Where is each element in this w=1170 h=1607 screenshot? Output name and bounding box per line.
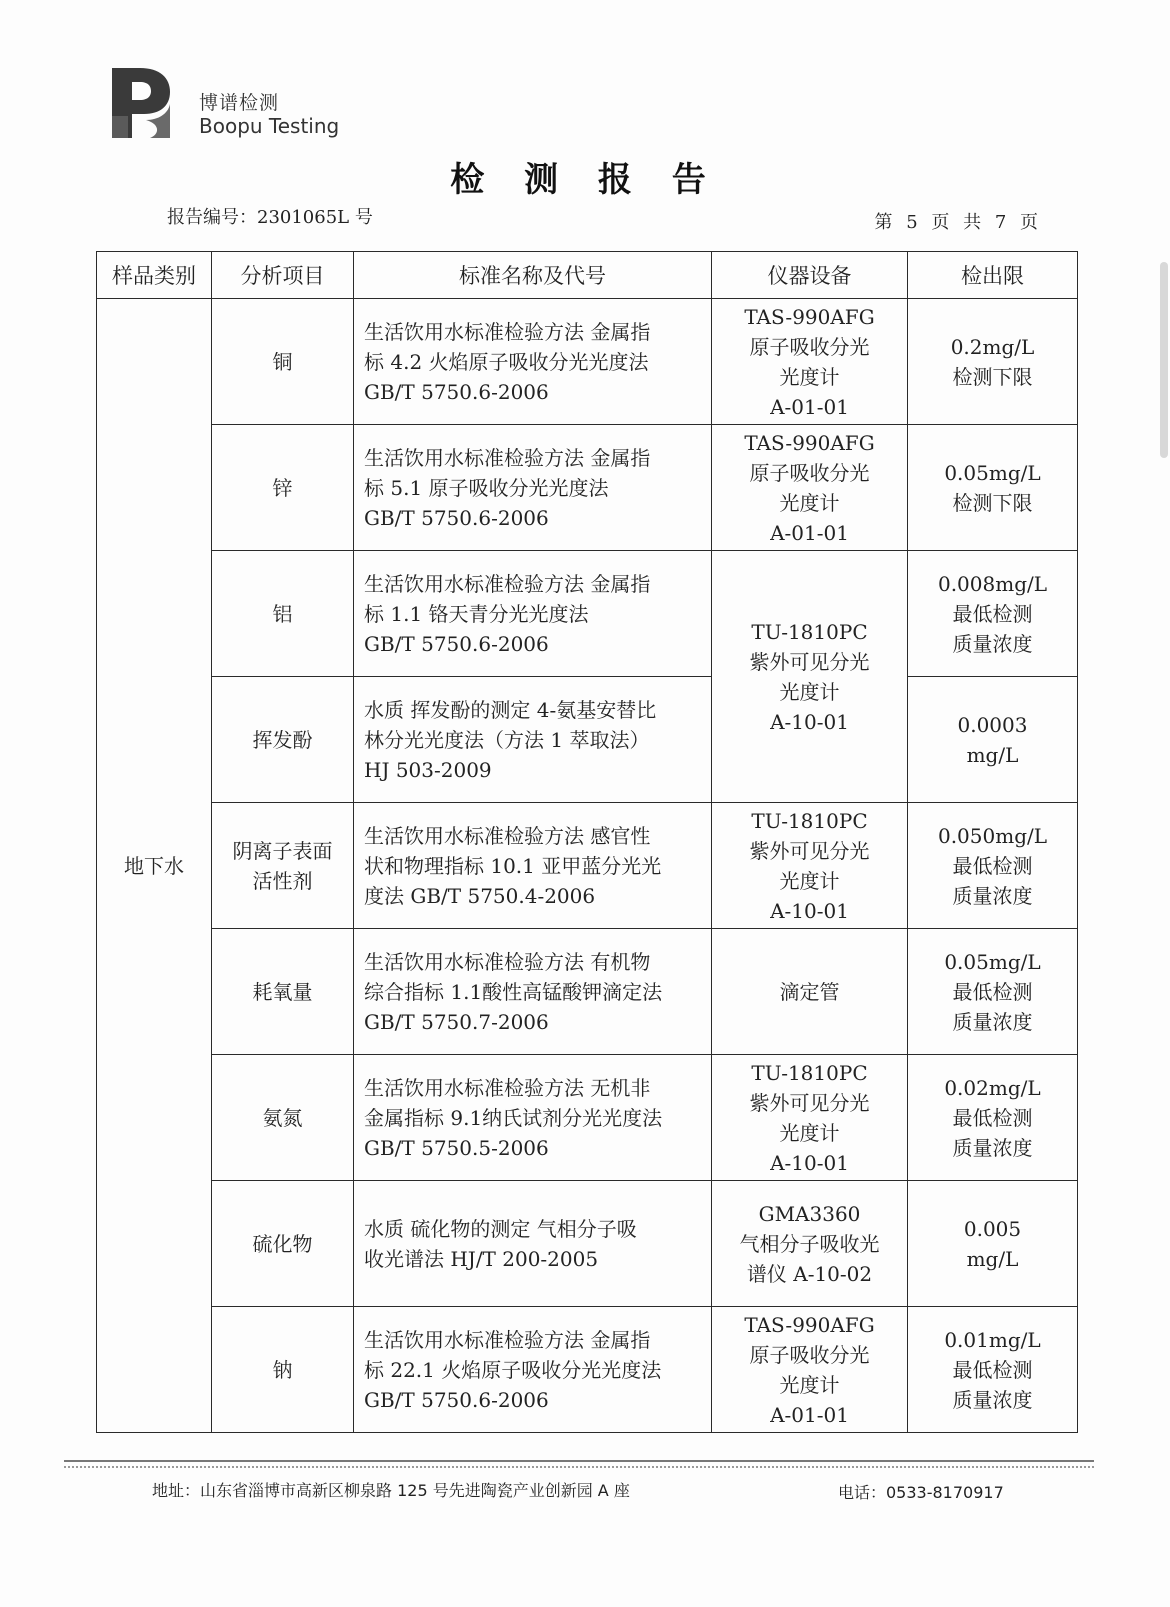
instrument-cell-line: A-01-01 [770, 1402, 849, 1427]
standard-cell-line: 标 5.1 原子吸收分光光度法 [364, 475, 609, 500]
limit-cell-line: 0.2mg/L [950, 334, 1035, 359]
instrument-cell-line: 光度计 [779, 490, 840, 515]
limit-cell-line: 质量浓度 [952, 1009, 1033, 1034]
instrument-cell-line: 光度计 [779, 1372, 840, 1397]
limit-cell-line: 0.02mg/L [944, 1075, 1041, 1100]
limit-cell [908, 299, 1078, 425]
standard-cell [354, 929, 712, 1055]
item-cell [212, 1307, 354, 1433]
boopu-logo-icon [110, 66, 172, 140]
standard-cell-line: 生活饮用水标准检验方法 金属指 [364, 319, 651, 344]
item-cell [212, 299, 354, 425]
instrument-cell-line: 谱仪 A-10-02 [746, 1261, 873, 1286]
instrument-cell-line: TAS-990AFG [744, 304, 875, 329]
limit-cell-line: 0.05mg/L [944, 949, 1041, 974]
standard-cell-line: 水质 硫化物的测定 气相分子吸 [364, 1216, 637, 1241]
instrument-cell-line: TU-1810PC [751, 808, 868, 833]
instrument-cell-line: A-10-01 [770, 1150, 849, 1175]
instrument-cell-line: TU-1810PC [751, 1060, 868, 1085]
instrument-cell-line: A-01-01 [770, 520, 849, 545]
standard-cell-line: GB/T 5750.6-2006 [364, 505, 549, 530]
report-number: 报告编号：2301065L 号 [167, 207, 373, 228]
item-cell-line: 钠 [272, 1357, 293, 1382]
sample-type-cell: 地下水 [97, 299, 212, 1433]
instrument-cell-line: 原子吸收分光 [749, 334, 870, 359]
instrument-cell-line: 光度计 [779, 1120, 840, 1145]
standard-cell-line: 生活饮用水标准检验方法 无机非 [364, 1075, 651, 1100]
standard-cell [354, 1055, 712, 1181]
standard-cell [354, 803, 712, 929]
limit-cell-line: 0.050mg/L [937, 823, 1048, 848]
limit-cell-line: 最低检测 [952, 979, 1033, 1004]
instrument-cell-line: 原子吸收分光 [749, 460, 870, 485]
table-row [97, 1307, 1078, 1433]
instrument-cell-line: 紫外可见分光 [749, 649, 870, 674]
limit-cell-line: 最低检测 [952, 853, 1033, 878]
table-header-row [97, 252, 1078, 299]
table-row [97, 929, 1078, 1055]
standard-cell-line: 生活饮用水标准检验方法 金属指 [364, 1327, 651, 1352]
instrument-cell-line: A-10-01 [770, 709, 849, 734]
standard-cell-line: GB/T 5750.6-2006 [364, 1387, 549, 1412]
item-cell [212, 425, 354, 551]
table-row [97, 1055, 1078, 1181]
limit-cell [908, 803, 1078, 929]
limit-cell [908, 1307, 1078, 1433]
limit-cell-line: 质量浓度 [952, 883, 1033, 908]
limit-cell-line: mg/L [966, 1246, 1019, 1271]
instrument-cell-line: A-01-01 [770, 394, 849, 419]
standard-cell-line: 生活饮用水标准检验方法 感官性 [364, 823, 651, 848]
standard-cell-line: GB/T 5750.6-2006 [364, 379, 549, 404]
standard-cell-line: 林分光光度法（方法 1 萃取法） [364, 727, 650, 752]
limit-cell [908, 1181, 1078, 1307]
instrument-cell-line: 气相分子吸收光 [739, 1231, 880, 1256]
instrument-cell [712, 299, 908, 425]
limit-cell [908, 1055, 1078, 1181]
standard-cell-line: 生活饮用水标准检验方法 金属指 [364, 445, 651, 470]
standard-cell-line: HJ 503-2009 [364, 757, 492, 782]
standard-cell [354, 1307, 712, 1433]
item-cell [212, 551, 354, 677]
table-row [97, 551, 1078, 677]
item-cell-line: 挥发酚 [252, 727, 313, 752]
page-indicator: 第 5 页 共 7 页 [874, 212, 1042, 233]
item-cell-line: 锌 [272, 475, 293, 500]
column-header-limit: 检出限 [908, 252, 1078, 299]
table-row [97, 425, 1078, 551]
instrument-cell-line: 光度计 [779, 679, 840, 704]
standard-cell-line: GB/T 5750.7-2006 [364, 1009, 549, 1034]
standard-cell-line: 综合指标 1.1酸性高锰酸钾滴定法 [364, 979, 663, 1004]
standard-cell-line: 收光谱法 HJ/T 200-2005 [364, 1246, 599, 1271]
standard-cell-line: 标 4.2 火焰原子吸收分光光度法 [364, 349, 649, 374]
limit-cell-line: 0.05mg/L [944, 460, 1041, 485]
footer-phone: 电话：0533-8170917 [838, 1483, 1004, 1502]
table-row [97, 299, 1078, 425]
instrument-cell [712, 1307, 908, 1433]
limit-cell-line: mg/L [966, 742, 1019, 767]
limit-cell-line: 质量浓度 [952, 1387, 1033, 1412]
limit-cell-line: 检测下限 [952, 364, 1033, 389]
instrument-cell-line: TU-1810PC [751, 619, 868, 644]
limit-cell-line: 0.005 [963, 1216, 1022, 1241]
limit-cell [908, 677, 1078, 803]
standard-cell [354, 425, 712, 551]
footer-divider [64, 1460, 1094, 1468]
brand-name-en: Boopu Testing [199, 114, 340, 138]
instrument-cell-line: 光度计 [779, 868, 840, 893]
item-cell [212, 929, 354, 1055]
standard-cell-line: 状和物理指标 10.1 亚甲蓝分光光 [364, 853, 662, 878]
limit-cell [908, 425, 1078, 551]
footer-address: 地址：山东省淄博市高新区柳泉路 125 号先进陶瓷产业创新园 A 座 [152, 1481, 630, 1500]
column-header-item: 分析项目 [212, 252, 354, 299]
instrument-cell [712, 803, 908, 929]
column-header-instrument: 仪器设备 [712, 252, 908, 299]
limit-cell-line: 检测下限 [952, 490, 1033, 515]
standard-cell [354, 1181, 712, 1307]
instrument-cell-line: 紫外可见分光 [749, 838, 870, 863]
instrument-cell [712, 929, 908, 1055]
item-cell-line: 阴离子表面 [232, 838, 333, 863]
item-cell-line: 硫化物 [252, 1231, 313, 1256]
limit-cell-line: 最低检测 [952, 1357, 1033, 1382]
item-cell-line: 氨氮 [262, 1105, 303, 1130]
limit-cell-line: 质量浓度 [952, 631, 1033, 656]
item-cell [212, 803, 354, 929]
limit-cell [908, 929, 1078, 1055]
instrument-cell-line: A-10-01 [770, 898, 849, 923]
item-cell-line: 铝 [272, 601, 293, 626]
item-cell-line: 活性剂 [252, 868, 313, 893]
column-header-standard: 标准名称及代号 [354, 252, 712, 299]
item-cell [212, 1055, 354, 1181]
limit-cell-line: 0.0003 [957, 712, 1028, 737]
standard-cell-line: GB/T 5750.5-2006 [364, 1135, 549, 1160]
standard-cell-line: 标 22.1 火焰原子吸收分光光度法 [364, 1357, 662, 1382]
document-title: 检 测 报 告 [450, 160, 720, 200]
instrument-cell [712, 1181, 908, 1307]
limit-cell-line: 0.008mg/L [937, 571, 1048, 596]
instrument-cell-line: GMA3360 [758, 1201, 861, 1226]
standard-cell-line: 生活饮用水标准检验方法 有机物 [364, 949, 651, 974]
item-cell [212, 677, 354, 803]
item-cell-line: 耗氧量 [252, 979, 313, 1004]
instrument-cell [712, 425, 908, 551]
test-method-table [96, 251, 1078, 1433]
limit-cell-line: 0.01mg/L [944, 1327, 1041, 1352]
item-cell [212, 1181, 354, 1307]
table-row [97, 677, 1078, 803]
limit-cell-line: 最低检测 [952, 1105, 1033, 1130]
standard-cell-line: 生活饮用水标准检验方法 金属指 [364, 571, 651, 596]
instrument-cell-line: 光度计 [779, 364, 840, 389]
instrument-cell [712, 551, 908, 803]
item-cell-line: 铜 [272, 349, 293, 374]
instrument-cell-line: TAS-990AFG [744, 1312, 875, 1337]
standard-cell [354, 551, 712, 677]
column-header-sample-type: 样品类别 [97, 252, 212, 299]
limit-cell [908, 551, 1078, 677]
instrument-cell-line: 紫外可见分光 [749, 1090, 870, 1115]
table-row [97, 1181, 1078, 1307]
standard-cell-line: 金属指标 9.1纳氏试剂分光光度法 [364, 1105, 663, 1130]
standard-cell [354, 299, 712, 425]
standard-cell-line: 度法 GB/T 5750.4-2006 [364, 883, 596, 908]
standard-cell-line: GB/T 5750.6-2006 [364, 631, 549, 656]
table-row [97, 803, 1078, 929]
instrument-cell-line: 原子吸收分光 [749, 1342, 870, 1367]
scrollbar-thumb[interactable] [1160, 262, 1168, 458]
instrument-cell [712, 1055, 908, 1181]
standard-cell-line: 标 1.1 铬天青分光光度法 [364, 601, 589, 626]
standard-cell-line: 水质 挥发酚的测定 4-氨基安替比 [364, 697, 657, 722]
instrument-cell-line: 滴定管 [779, 979, 840, 1004]
limit-cell-line: 质量浓度 [952, 1135, 1033, 1160]
brand-name-cn: 博谱检测 [199, 92, 280, 114]
instrument-cell-line: TAS-990AFG [744, 430, 875, 455]
standard-cell [354, 677, 712, 803]
limit-cell-line: 最低检测 [952, 601, 1033, 626]
